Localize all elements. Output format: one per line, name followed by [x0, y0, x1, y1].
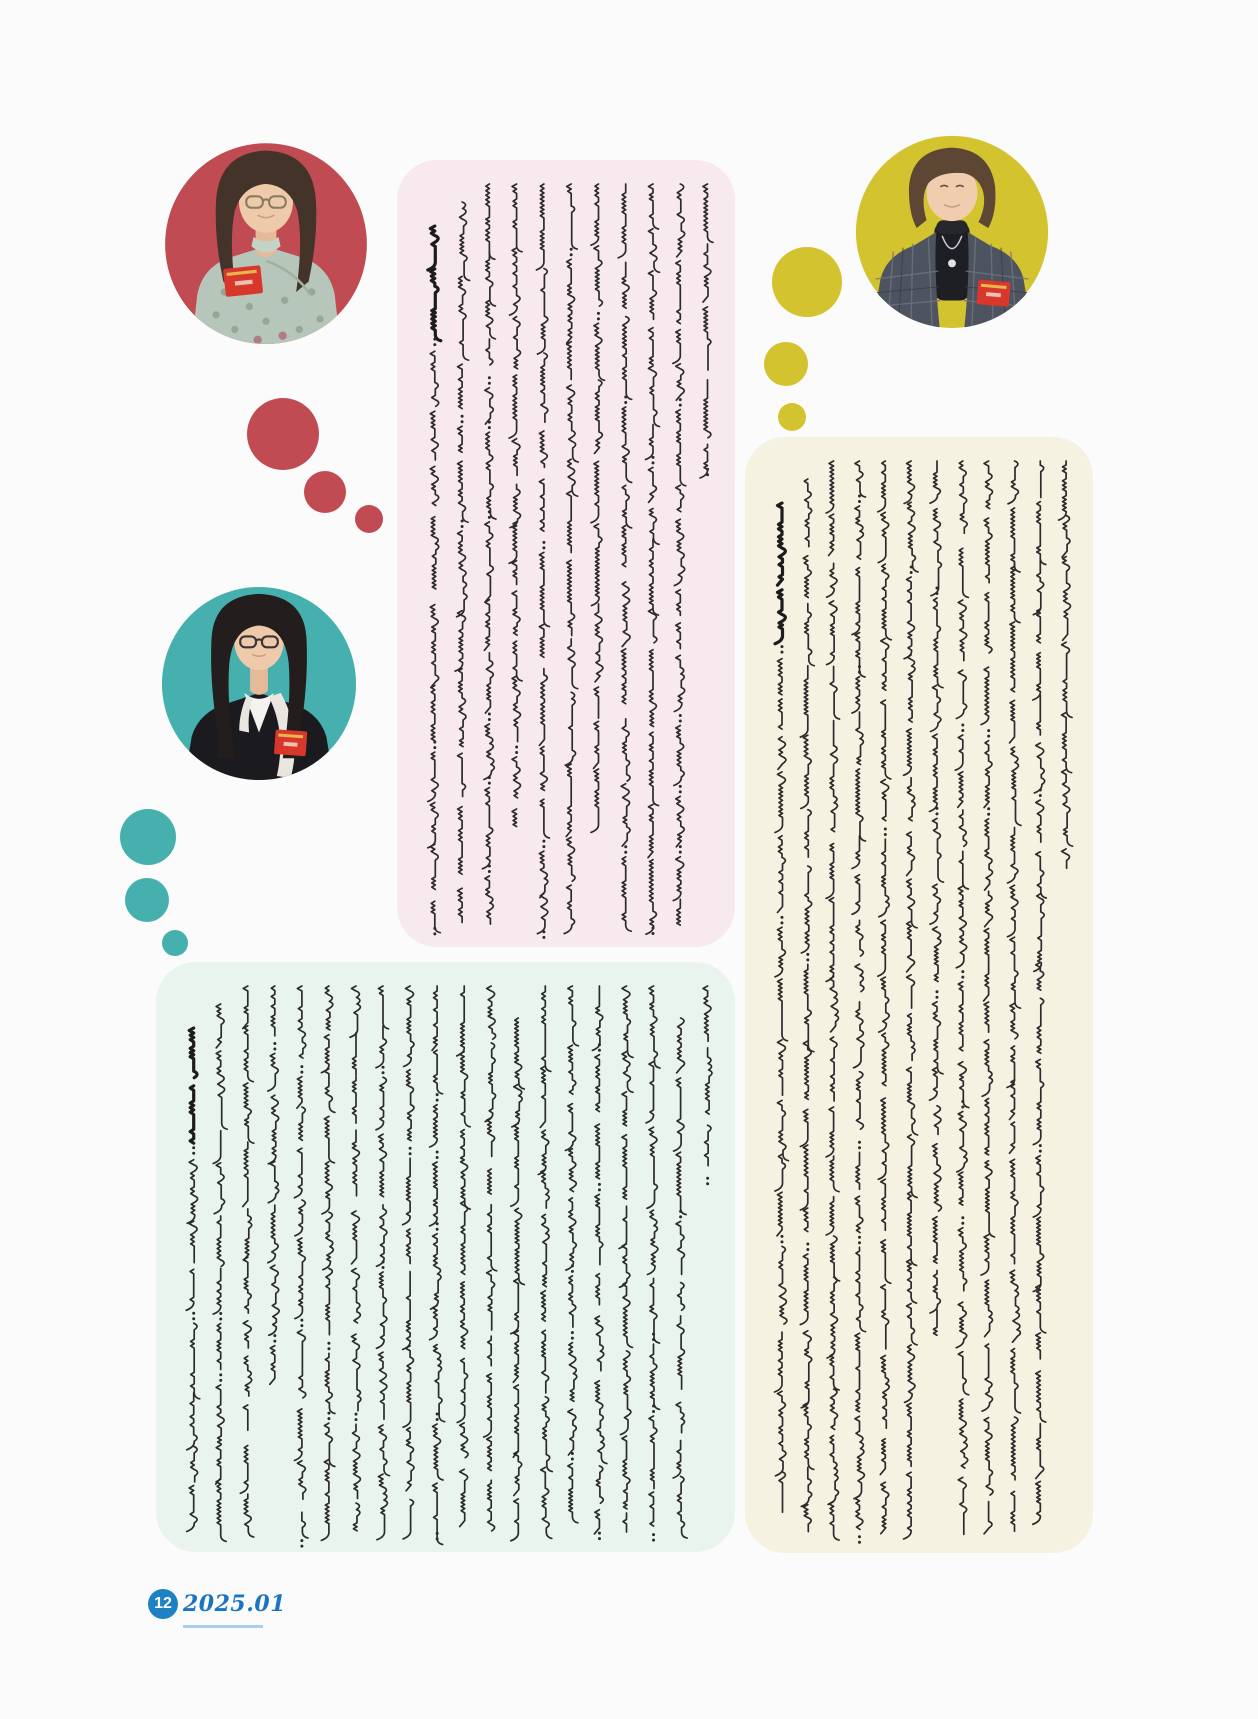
page-number-badge: 12	[148, 1589, 178, 1619]
delegate-photo-2	[854, 132, 1050, 328]
yellow-trail-bubble	[772, 247, 842, 317]
speech-block-pink	[397, 160, 735, 947]
mongolian-script-text	[156, 962, 735, 1552]
teal-trail-bubble	[162, 930, 188, 956]
issue-label: 2025.01	[183, 1591, 287, 1617]
mongolian-script-text	[397, 160, 735, 947]
teal-trail-bubble	[125, 878, 169, 922]
mongolian-script-text	[745, 437, 1093, 1553]
yellow-trail-bubble	[778, 403, 806, 431]
red-trail-bubble	[355, 505, 383, 533]
delegate-photo-1	[162, 136, 370, 344]
delegate-badge	[223, 265, 263, 297]
delegate-badge	[976, 280, 1010, 307]
delegate-photo-3	[160, 582, 358, 780]
red-trail-bubble	[304, 471, 346, 513]
speech-block-cream	[745, 437, 1093, 1553]
yellow-trail-bubble	[764, 342, 808, 386]
teal-trail-bubble	[120, 809, 176, 865]
red-trail-bubble	[247, 398, 319, 470]
delegate-badge	[274, 729, 307, 756]
issue-underline	[183, 1625, 263, 1628]
speech-block-mint	[156, 962, 735, 1552]
